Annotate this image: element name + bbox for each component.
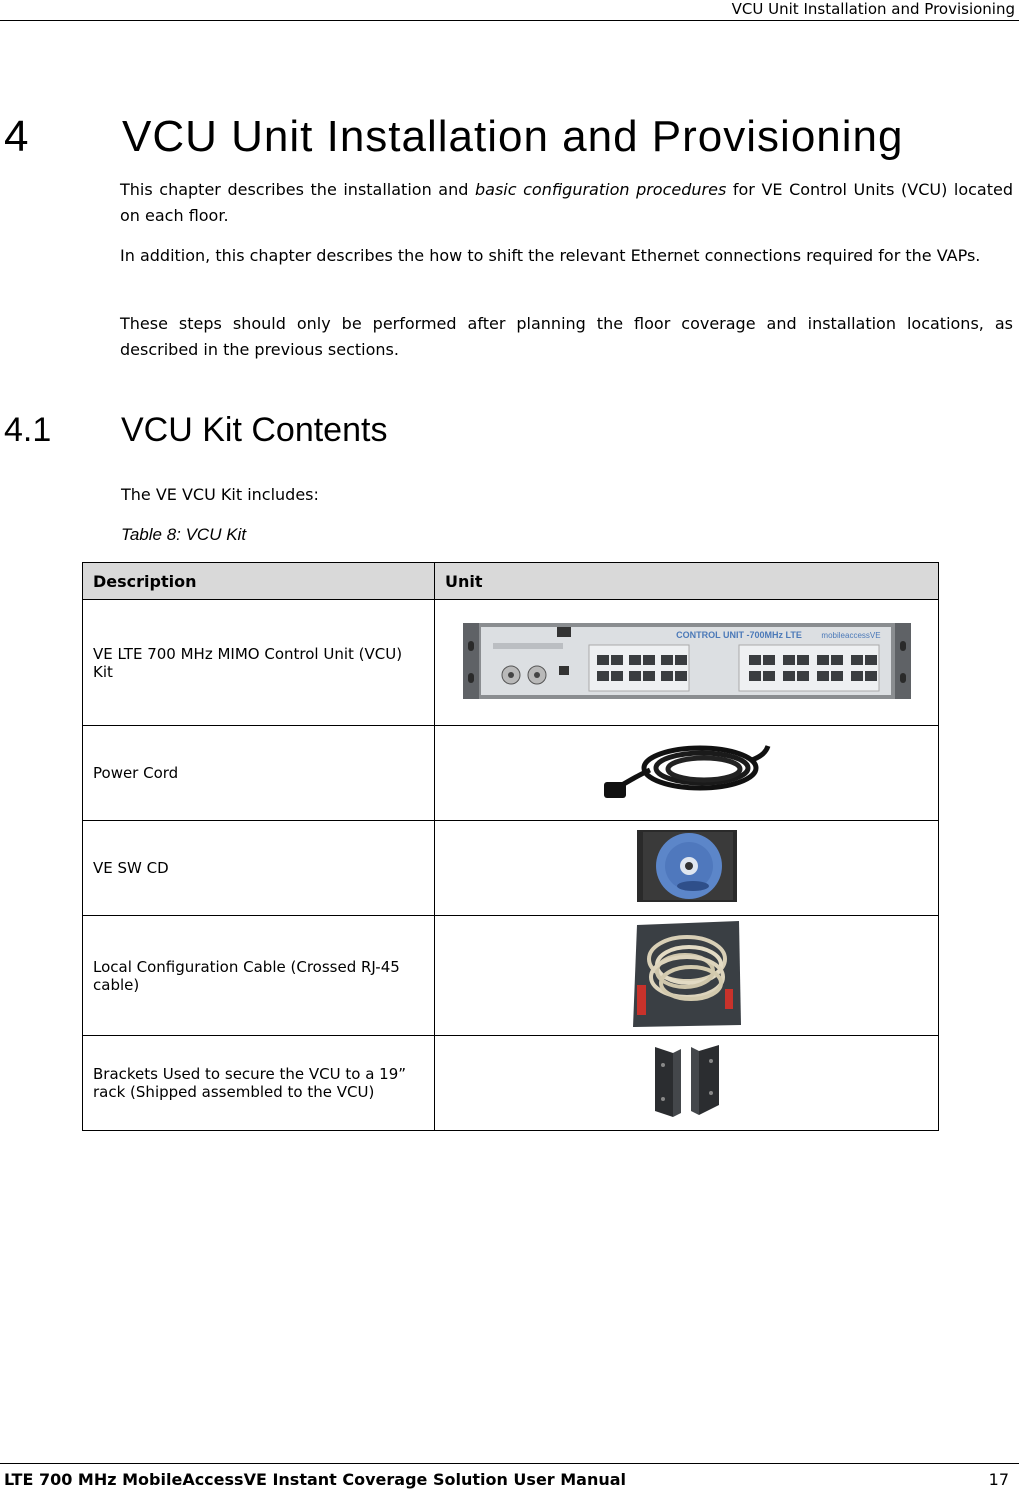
row-description: VE SW CD xyxy=(83,821,435,916)
table-row xyxy=(83,600,939,726)
table-row xyxy=(83,726,939,821)
table-row xyxy=(83,821,939,916)
row-description: Power Cord xyxy=(83,726,435,821)
paragraph-intro-emphasis: basic configuration procedures xyxy=(474,180,727,199)
chapter-title xyxy=(4,112,904,162)
row-description: Brackets Used to secure the VCU to a 19” rack (Shipped assembled to the VCU) xyxy=(83,1036,435,1131)
chapter-title-text: VCU Unit Installation and Provisioning xyxy=(122,112,904,161)
paragraph-ethernet: In addition, this chapter describes the how to shift the relevant Ethernet connections required for the VAPs. xyxy=(120,246,981,265)
table-header-row xyxy=(83,563,939,600)
table-caption: Table 8: VCU Kit xyxy=(121,525,247,544)
row-description: Local Configuration Cable (Crossed RJ-45 cable) xyxy=(83,916,435,1036)
running-header: VCU Unit Installation and Provisioning xyxy=(731,0,1015,18)
section-title-text: VCU Kit Contents xyxy=(121,411,388,449)
control-unit-image xyxy=(463,621,911,701)
header-unit: Unit xyxy=(435,563,939,600)
rack-brackets-image xyxy=(651,1043,723,1119)
footer-rule xyxy=(0,1463,1019,1464)
row-description: VE LTE 700 MHz MIMO Control Unit (VCU) Kit xyxy=(83,600,435,726)
section-title xyxy=(4,411,387,450)
power-cord-image xyxy=(602,738,772,804)
paragraph-intro-rest: for VE Control Units (VCU) located on each floor. xyxy=(120,180,1014,225)
software-cd-image xyxy=(635,828,739,904)
page-number: 17 xyxy=(988,1470,1009,1489)
brand-label: mobileaccessVE xyxy=(820,630,881,640)
vcu-kit-table xyxy=(82,562,939,1131)
footer-manual-title: LTE 700 MHz MobileAccessVE Instant Coverage Solution User Manual xyxy=(4,1470,627,1489)
paragraph-intro-text: This chapter describes the installation and xyxy=(120,180,475,199)
chapter-number: 4 xyxy=(4,112,30,161)
header-rule xyxy=(0,20,1019,21)
table-row xyxy=(83,916,939,1036)
kit-intro: The VE VCU Kit includes: xyxy=(121,485,319,504)
paragraph-intro xyxy=(120,177,1013,229)
section-number: 4.1 xyxy=(4,411,52,449)
crossed-rj45-cable-image xyxy=(629,919,745,1029)
table-row xyxy=(83,1036,939,1131)
paragraph-planning: These steps should only be performed after planning the floor coverage and installation locations, as described in the previous sections. xyxy=(120,314,1013,359)
header-description: Description xyxy=(83,563,435,600)
panel-title-label: CONTROL UNIT -700MHz LTE xyxy=(675,629,802,640)
